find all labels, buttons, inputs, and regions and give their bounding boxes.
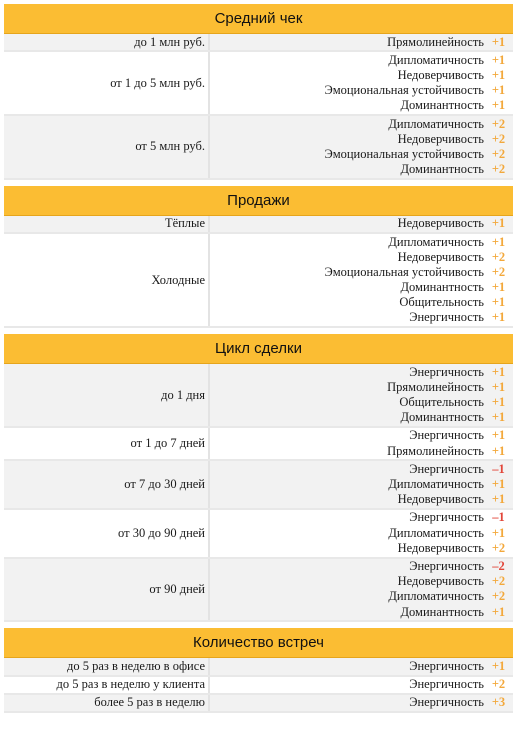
- trait-name: Недоверчивость: [397, 574, 484, 589]
- trait-name: Энергичность: [409, 695, 484, 710]
- trait-name: Прямолинейность: [387, 34, 484, 49]
- trait-item: [210, 250, 513, 265]
- trait-name: Энергичность: [409, 461, 484, 476]
- trait-name: Общительность: [399, 395, 484, 410]
- section: [4, 4, 513, 180]
- trait-list: [210, 677, 513, 693]
- trait-item: [210, 147, 513, 162]
- trait-item: [210, 462, 513, 477]
- trait-item: [210, 444, 513, 459]
- condition-label: от 30 до 90 дней: [4, 510, 210, 557]
- trait-score-positive: +1: [491, 67, 506, 82]
- table-row: [4, 34, 513, 52]
- condition-label: до 1 дня: [4, 364, 210, 426]
- trait-score-positive: +1: [491, 234, 506, 249]
- trait-score-positive: +1: [491, 83, 506, 98]
- condition-label: до 1 млн руб.: [4, 34, 210, 50]
- trait-item: [210, 265, 513, 280]
- trait-name: Прямолинейность: [387, 379, 484, 394]
- trait-score-positive: +1: [491, 492, 506, 507]
- table-row: [4, 695, 513, 713]
- trait-name: Дипломатичность: [388, 525, 484, 540]
- trait-item: [210, 380, 513, 395]
- condition-label: от 90 дней: [4, 559, 210, 621]
- trait-score-positive: +2: [491, 249, 506, 264]
- trait-score-positive: +3: [491, 695, 506, 710]
- trait-item: [210, 559, 513, 574]
- trait-name: Доминантность: [400, 604, 484, 619]
- trait-score-negative: –2: [492, 559, 505, 574]
- trait-item: [210, 132, 513, 147]
- section-title: Количество встреч: [4, 628, 513, 658]
- trait-score-positive: +2: [491, 116, 506, 131]
- trait-score-positive: +1: [491, 410, 506, 425]
- condition-label: от 7 до 30 дней: [4, 461, 210, 508]
- trait-score-positive: +1: [491, 295, 506, 310]
- trait-item: [210, 83, 513, 98]
- trait-list: [210, 559, 513, 621]
- trait-score-positive: +1: [491, 658, 506, 673]
- table-row: [4, 428, 513, 461]
- trait-name: Недоверчивость: [397, 249, 484, 264]
- trait-name: Общительность: [399, 295, 484, 310]
- trait-score-positive: +2: [491, 589, 506, 604]
- trait-item: [210, 395, 513, 410]
- trait-name: Доминантность: [400, 98, 484, 113]
- trait-score-positive: +1: [491, 364, 506, 379]
- section: [4, 186, 513, 328]
- trait-item: [210, 68, 513, 83]
- trait-score-positive: +2: [491, 264, 506, 279]
- trait-list: [210, 461, 513, 508]
- table-row: [4, 234, 513, 328]
- trait-name: Доминантность: [400, 410, 484, 425]
- condition-label: от 1 до 5 млн руб.: [4, 52, 210, 114]
- trait-item: [210, 659, 513, 674]
- section: [4, 628, 513, 713]
- trait-item: [210, 98, 513, 113]
- table-row: [4, 677, 513, 695]
- condition-label: Холодные: [4, 234, 210, 326]
- trait-score-positive: +1: [491, 395, 506, 410]
- trait-item: [210, 216, 513, 231]
- trait-item: [210, 162, 513, 177]
- trait-item: [210, 295, 513, 310]
- trait-item: [210, 695, 513, 710]
- trait-name: Энергичность: [409, 510, 484, 525]
- trait-score-positive: +1: [491, 310, 506, 325]
- trait-list: [210, 216, 513, 232]
- table-row: [4, 461, 513, 510]
- trait-item: [210, 117, 513, 132]
- trait-name: Энергичность: [409, 677, 484, 692]
- trait-item: [210, 510, 513, 525]
- trait-score-positive: +1: [491, 604, 506, 619]
- trait-name: Недоверчивость: [397, 492, 484, 507]
- trait-item: [210, 428, 513, 443]
- table-row: [4, 116, 513, 180]
- trait-name: Доминантность: [400, 280, 484, 295]
- trait-item: [210, 574, 513, 589]
- trait-list: [210, 658, 513, 674]
- trait-score-negative: –1: [492, 510, 505, 525]
- condition-label: Тёплые: [4, 216, 210, 232]
- trait-score-positive: +2: [491, 162, 506, 177]
- trait-name: Энергичность: [409, 428, 484, 443]
- condition-label: до 5 раз в неделю в офисе: [4, 658, 210, 674]
- trait-item: [210, 35, 513, 50]
- trait-item: [210, 605, 513, 620]
- trait-name: Эмоциональная устойчивость: [324, 264, 484, 279]
- trait-name: Эмоциональная устойчивость: [324, 83, 484, 98]
- table-row: [4, 559, 513, 623]
- trait-name: Недоверчивость: [397, 216, 484, 231]
- trait-item: [210, 235, 513, 250]
- section: [4, 334, 513, 622]
- trait-item: [210, 526, 513, 541]
- trait-score-positive: +1: [491, 477, 506, 492]
- trait-item: [210, 410, 513, 425]
- trait-score-positive: +1: [491, 443, 506, 458]
- trait-score-positive: +1: [491, 98, 506, 113]
- trait-score-positive: +1: [491, 428, 506, 443]
- trait-score-positive: +2: [491, 677, 506, 692]
- trait-table: [4, 4, 513, 719]
- table-row: [4, 52, 513, 116]
- trait-name: Эмоциональная устойчивость: [324, 146, 484, 161]
- trait-score-negative: –1: [492, 461, 505, 476]
- trait-name: Дипломатичность: [388, 234, 484, 249]
- trait-name: Дипломатичность: [388, 589, 484, 604]
- table-row: [4, 364, 513, 428]
- section-title: Продажи: [4, 186, 513, 216]
- trait-score-positive: +2: [491, 574, 506, 589]
- trait-item: [210, 492, 513, 507]
- trait-list: [210, 52, 513, 114]
- trait-score-positive: +1: [491, 525, 506, 540]
- section-title: Цикл сделки: [4, 334, 513, 364]
- trait-score-positive: +2: [491, 540, 506, 555]
- trait-item: [210, 280, 513, 295]
- trait-item: [210, 477, 513, 492]
- trait-list: [210, 34, 513, 50]
- trait-item: [210, 365, 513, 380]
- trait-score-positive: +1: [491, 216, 506, 231]
- trait-score-positive: +1: [491, 379, 506, 394]
- trait-item: [210, 53, 513, 68]
- condition-label: до 5 раз в неделю у клиента: [4, 677, 210, 693]
- trait-list: [210, 510, 513, 557]
- section-title: Средний чек: [4, 4, 513, 34]
- table-row: [4, 216, 513, 234]
- trait-name: Энергичность: [409, 364, 484, 379]
- trait-item: [210, 541, 513, 556]
- trait-name: Недоверчивость: [397, 131, 484, 146]
- trait-name: Дипломатичность: [388, 477, 484, 492]
- trait-item: [210, 310, 513, 325]
- trait-list: [210, 428, 513, 459]
- trait-score-positive: +2: [491, 146, 506, 161]
- trait-list: [210, 364, 513, 426]
- trait-list: [210, 695, 513, 711]
- trait-name: Энергичность: [409, 658, 484, 673]
- table-row: [4, 510, 513, 559]
- condition-label: более 5 раз в неделю: [4, 695, 210, 711]
- trait-name: Дипломатичность: [388, 52, 484, 67]
- trait-name: Энергичность: [409, 310, 484, 325]
- condition-label: от 1 до 7 дней: [4, 428, 210, 459]
- trait-score-positive: +1: [491, 34, 506, 49]
- condition-label: от 5 млн руб.: [4, 116, 210, 178]
- trait-item: [210, 589, 513, 604]
- trait-name: Недоверчивость: [397, 67, 484, 82]
- trait-name: Дипломатичность: [388, 116, 484, 131]
- trait-score-positive: +1: [491, 280, 506, 295]
- trait-list: [210, 116, 513, 178]
- trait-name: Доминантность: [400, 162, 484, 177]
- trait-item: [210, 677, 513, 692]
- trait-name: Недоверчивость: [397, 540, 484, 555]
- trait-score-positive: +1: [491, 52, 506, 67]
- table-row: [4, 658, 513, 676]
- trait-name: Энергичность: [409, 559, 484, 574]
- trait-list: [210, 234, 513, 326]
- trait-score-positive: +2: [491, 131, 506, 146]
- trait-name: Прямолинейность: [387, 443, 484, 458]
